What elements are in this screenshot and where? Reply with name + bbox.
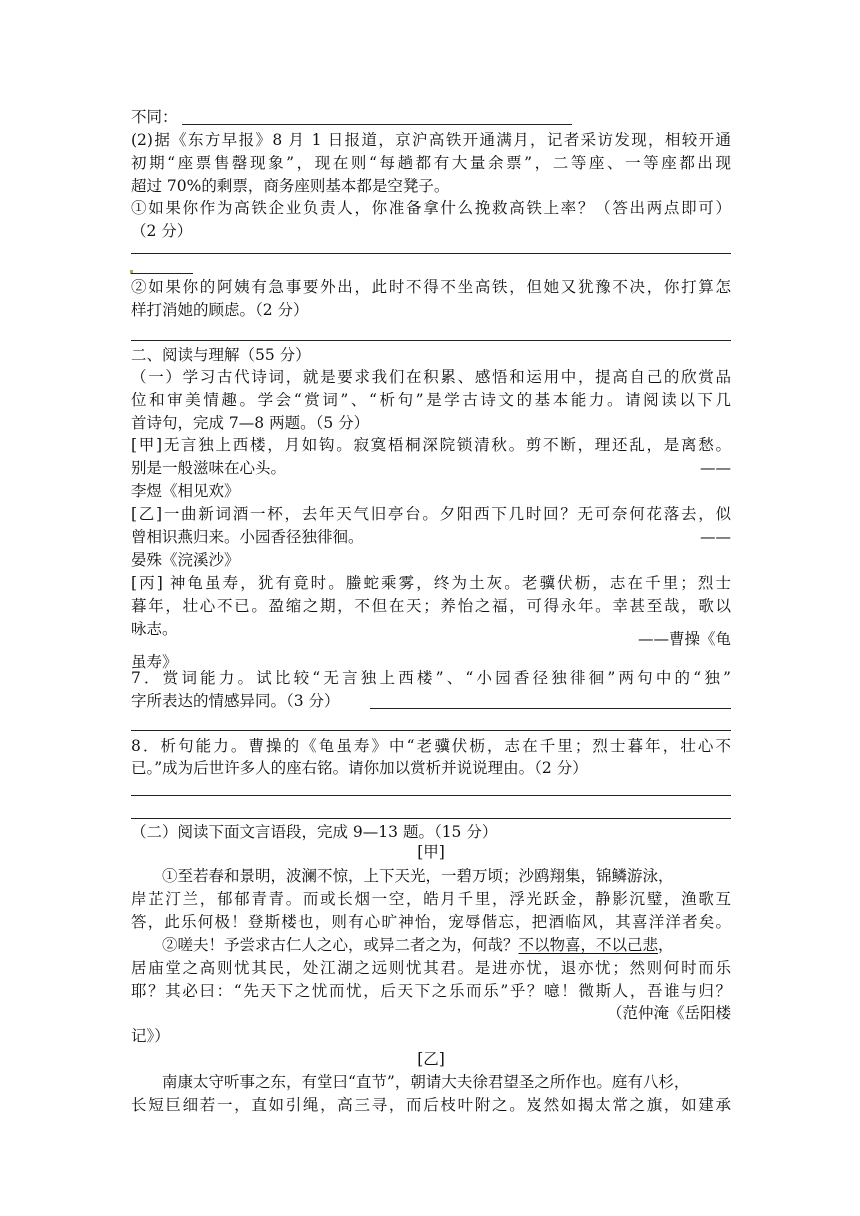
difference-label-line xyxy=(131,106,731,129)
poem-yi-text2: 曾相识燕归来。小园香径独徘徊。 xyxy=(131,528,364,546)
poem-bing-source2: 虽寿》 xyxy=(131,653,178,671)
q6-part2-line3: 超过 70%的剩票，商务座则基本都是空凳子。 xyxy=(131,177,450,195)
q7-line2: 字所表达的情感异同。（3 分） xyxy=(131,692,340,710)
q8-line1: 8．析句能力。曹操的《龟虽寿》中“老骥伏枥，志在千里；烈士暮年，壮心不 xyxy=(131,737,731,755)
q7-answer-blank[interactable] xyxy=(370,708,731,709)
poem-yi-source: 晏殊《浣溪沙》 xyxy=(131,551,240,569)
q6-part2-line2: 初期“座票售罄现象”，现在则“每趟都有大量余票”，二等座、一等座都出现 xyxy=(131,154,731,172)
section2-heading: 二、阅读与理解（55 分） xyxy=(131,346,311,364)
poem-jia-source: 李煜《相见欢》 xyxy=(131,482,240,500)
q6-sub1-answer-blank-2[interactable] xyxy=(131,273,193,274)
q6-sub2-line2: 样打消她的顾虑。（2 分） xyxy=(131,301,309,319)
text-yi-line1: 南康太守听事之东，有堂曰“直节”，朝请大夫徐君望圣之所作也。庭有八杉， xyxy=(162,1073,690,1091)
part1-intro-line1: （一）学习古代诗词，就是要求我们在积累、感悟和运用中，提高自己的欣赏品 xyxy=(131,368,731,386)
part1-intro-line2: 位和审美情趣。学会“赏词”、“析句”是学古诗文的基本能力。请阅读以下几 xyxy=(131,391,731,409)
q6-sub2-answer-blank[interactable] xyxy=(131,340,731,341)
part2-heading: （二）阅读下面文言语段，完成 9—13 题。（15 分） xyxy=(131,823,498,841)
q6-sub1-answer-blank[interactable] xyxy=(131,253,731,254)
q6-sub1-line2: （2 分） xyxy=(131,222,193,240)
q8-answer-blank[interactable] xyxy=(131,795,731,796)
text-jia-p1-line3: 答，此乐何极！登斯楼也，则有心旷神怡，宠辱偕忘，把酒临风，其喜洋洋者矣。 xyxy=(131,913,731,931)
q8-line2: 已。”成为后世许多人的座右铭。请你加以赏析并说说理由。（2 分） xyxy=(131,759,588,777)
text-jia-p1-line2: 岸芷汀兰，郁郁青青。而或长烟一空，皓月千里，浮光跃金，静影沉璧，渔歌互 xyxy=(131,890,731,908)
poem-bing-line3: 咏志。 xyxy=(131,620,178,638)
q6-sub2-line1: ②如果你的阿姨有急事要外出，此时不得不坐高铁，但她又犹豫不决，你打算怎 xyxy=(131,278,731,296)
text-jia-p2-line1-b: ， xyxy=(658,936,674,954)
text-jia-p1-line1: ①至若春和景明，波澜不惊，上下天光，一碧万顷；沙鸥翔集，锦鳞游泳， xyxy=(162,867,674,885)
underlined-phrase: 不以物喜，不以己悲 xyxy=(518,936,659,954)
q7-line2-wrap xyxy=(131,690,731,713)
text-yi-title: [乙] xyxy=(417,1050,445,1068)
text-jia-title: [甲] xyxy=(417,843,445,861)
poem-bing-line2: 暮年，壮心不已。盈缩之期，不但在天；养怡之福，可得永年。幸甚至哉，歌以 xyxy=(131,597,731,615)
poem-jia-dash: —— xyxy=(700,459,731,477)
poem-yi-dash: —— xyxy=(700,528,731,546)
poem-jia-line2 xyxy=(131,457,731,480)
text-jia-p2-line3: 耶？其必曰：“先天下之忧而忧，后天下之乐而乐”乎？噫！微斯人，吾谁与归？ xyxy=(131,982,731,1000)
poem-bing-line1: [丙] 神龟虽寿，犹有竟时。螣蛇乘雾，终为土灰。老骥伏枥，志在千里；烈士 xyxy=(131,574,731,592)
text-yi-line2: 长短巨细若一，直如引绳，高三寻，而后枝叶附之。岌然如揭太常之旗，如建承 xyxy=(131,1096,731,1114)
poem-bing-source1: ——曹操《龟 xyxy=(637,630,731,648)
q7-answer-blank-2[interactable] xyxy=(131,730,731,731)
poem-jia-line1: [甲]无言独上西楼，月如钩。寂寞梧桐深院锁清秋。剪不断，理还乱，是离愁。 xyxy=(131,436,731,454)
text-jia-p2-line1 xyxy=(131,934,731,957)
part1-intro-line3: 首诗句，完成 7—8 两题。（5 分） xyxy=(131,414,370,432)
poem-jia-text2: 别是一般滋味在心头。 xyxy=(131,459,287,477)
difference-label: 不同： xyxy=(131,108,178,126)
text-jia-p2-line2: 居庙堂之高则忧其民，处江湖之远则忧其君。是进亦忧，退亦忧；然则何时而乐 xyxy=(131,959,731,977)
difference-answer-blank[interactable] xyxy=(182,124,572,125)
text-jia-source2: 记》） xyxy=(131,1027,170,1045)
q6-sub1-line1: ①如果你作为高铁企业负责人，你准备拿什么挽救高铁上率？（答出两点即可） xyxy=(131,199,731,217)
poem-yi-line2 xyxy=(131,526,731,549)
q8-answer-blank-2[interactable] xyxy=(131,818,731,819)
q6-part2-line1: (2)据《东方早报》8 月 1 日报道，京沪高铁开通满月，记者采访发现，相较开通 xyxy=(131,131,731,149)
text-jia-p2-line1-a: ②嗟夫！予尝求古仁人之心，或异二者之为，何哉？ xyxy=(162,936,519,954)
poem-yi-line1: [乙]一曲新词酒一杯，去年天气旧亭台。夕阳西下几时回？无可奈何花落去，似 xyxy=(131,505,731,523)
q7-line1: 7．赏词能力。试比较“无言独上西楼”、“小园香径独徘徊”两句中的“独” xyxy=(131,669,731,687)
text-jia-source1: （范仲淹《岳阳楼 xyxy=(606,1004,731,1022)
